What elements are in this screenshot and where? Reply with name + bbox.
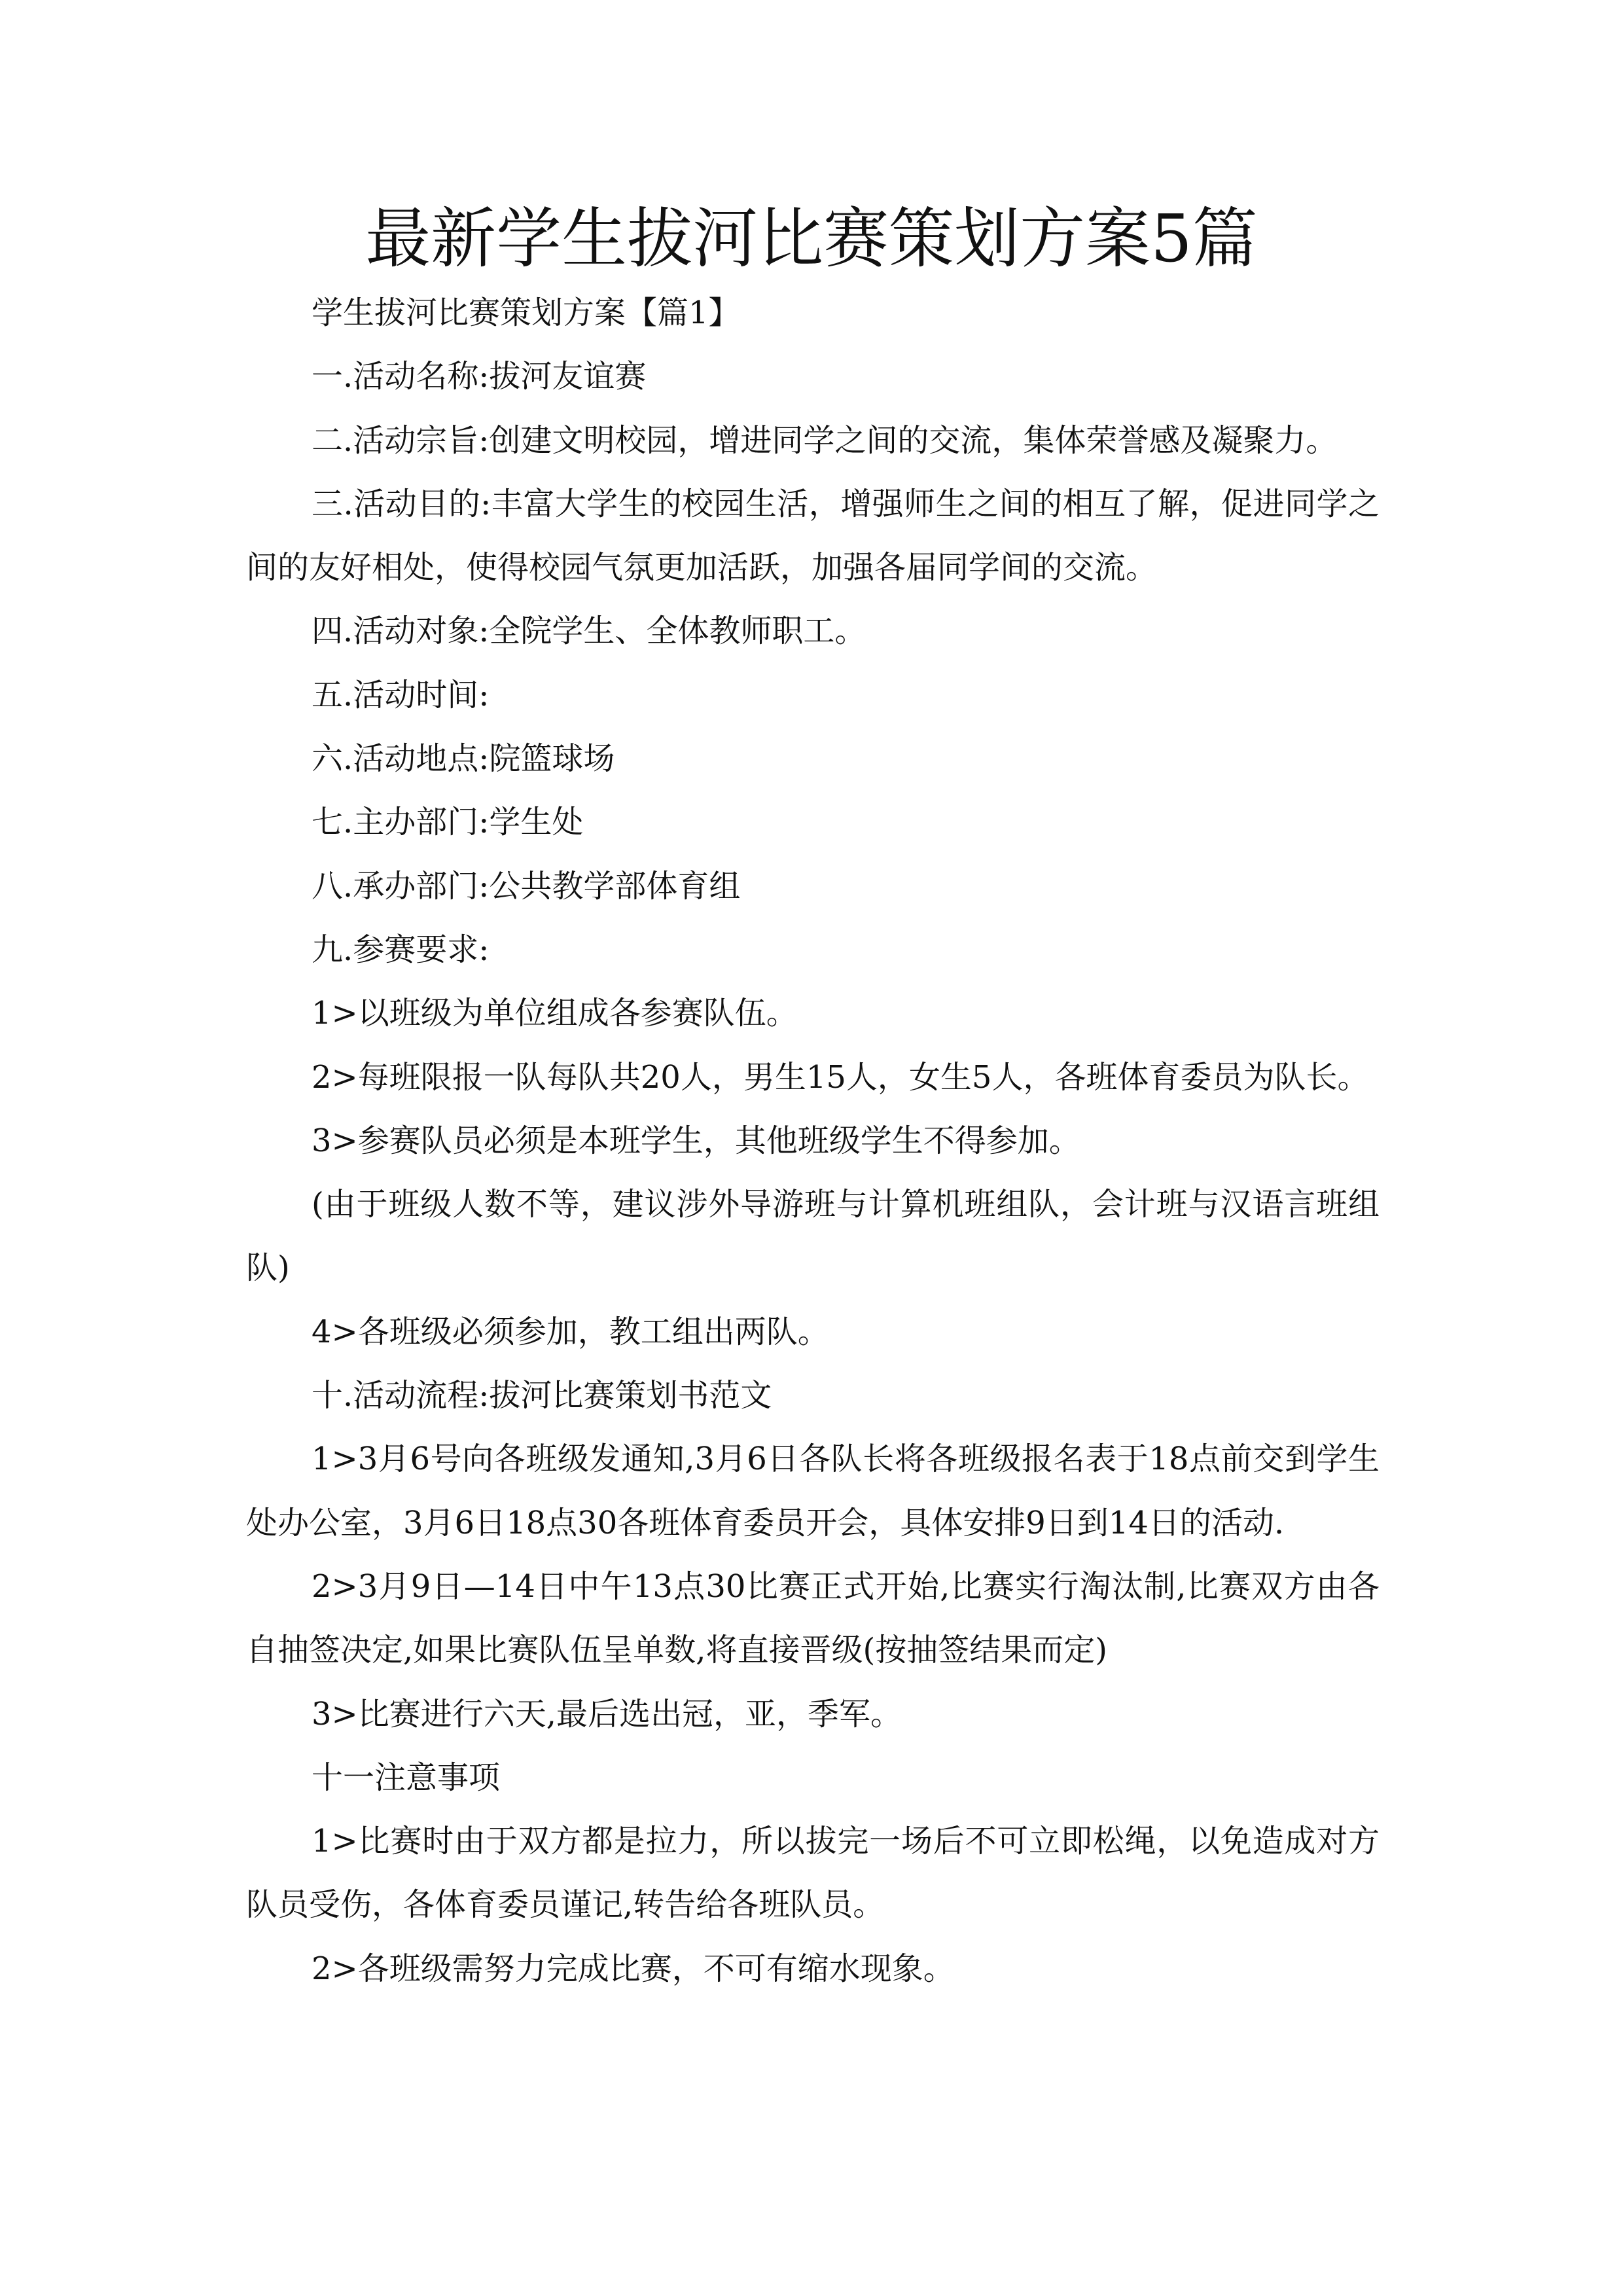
document-body: [246, 281, 1380, 2001]
paragraph: 四.活动对象:全院学生、全体教师职工。: [312, 613, 866, 650]
paragraph: 八.承办部门:公共教学部体育组: [312, 867, 741, 905]
paragraph: 1>比赛时由于双方都是拉力，所以拔完一场后不可立即松绳，以免造成对方队员受伤，各体育委员谨记,转告给各班队员。: [246, 1823, 1380, 1924]
paragraph: 七.主办部门:学生处: [312, 804, 584, 841]
paragraph: 3>参赛队员必须是本班学生，其他班级学生不得参加。: [312, 1122, 1080, 1159]
paragraph: 2>各班级需努力完成比赛，不可有缩水现象。: [312, 1950, 955, 1987]
paragraph: 3>比赛进行六天,最后选出冠，亚，季军。: [312, 1695, 902, 1732]
paragraph: 九.参赛要求:: [312, 931, 490, 968]
paragraph: 二.活动宗旨:创建文明校园，增进同学之间的交流，集体荣誉感及凝聚力。: [312, 422, 1338, 459]
paragraph: 六.活动地点:院篮球场: [312, 740, 615, 778]
paragraph: 2>每班限报一队每队共20人，男生15人，女生5人，各班体育委员为队长。: [312, 1058, 1369, 1096]
paragraph: 三.活动目的:丰富大学生的校园生活，增强师生之间的相互了解，促进同学之间的友好相处，使得校园气氛更加活跃，加强各届同学间的交流。: [246, 485, 1380, 586]
paragraph: 十一注意事项: [312, 1759, 501, 1796]
paragraph: 4>各班级必须参加，教工组出两队。: [312, 1313, 829, 1350]
document-title: 最新学生拔河比赛策划方案5篇: [365, 200, 1258, 277]
paragraph: 1>3月6号向各班级发通知,3月6日各队长将各班级报名表于18点前交到学生处办公室，3月6日18点30各班体育委员开会，具体安排9日到14日的活动.: [246, 1441, 1380, 1541]
paragraph: 十.活动流程:拔河比赛策划书范文: [312, 1377, 772, 1414]
paragraph: 1>以班级为单位组成各参赛队伍。: [312, 995, 798, 1032]
paragraph: 五.活动时间:: [312, 676, 490, 713]
paragraph: (由于班级人数不等，建议涉外导游班与计算机班组队，会计班与汉语言班组队): [246, 1186, 1380, 1287]
paragraph: 一.活动名称:拔河友谊赛: [312, 358, 647, 395]
paragraph: 2>3月9日—14日中午13点30比赛正式开始,比赛实行淘汰制,比赛双方由各自抽签决定,如果比赛队伍呈单数,将直接晋级(按抽签结果而定): [246, 1568, 1380, 1669]
section-heading: 学生拔河比赛策划方案【篇1】: [312, 295, 740, 331]
